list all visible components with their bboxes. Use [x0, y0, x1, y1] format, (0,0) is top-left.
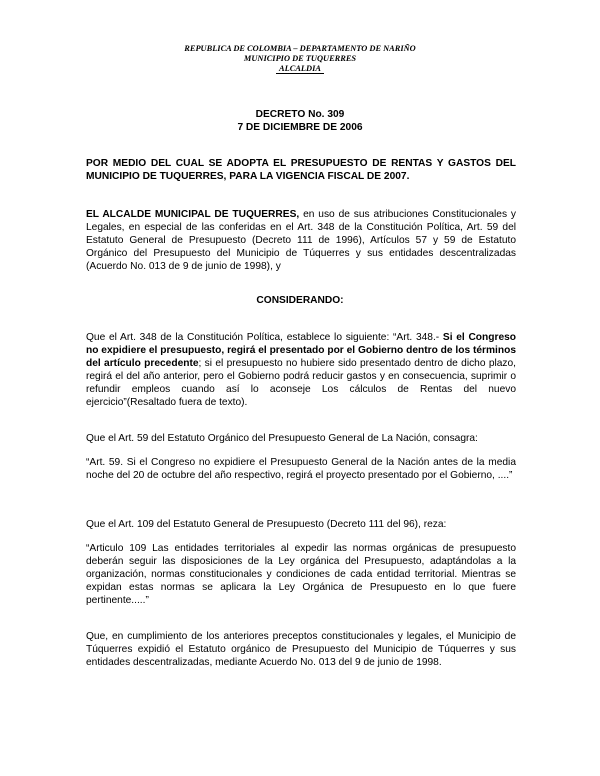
intro-text: en uso de sus atribuciones Constitucionales y Legales, en especial de las conferidas en el Art. 348 de la Constitución Política, Art. 59 del Estatuto General de Presupuesto (Decreto 111 de 1996), Artículos 57 y 59 de Estatuto Orgánico del Presupuesto del Municipio de Túquerres y sus entidades descentralizadas (Acuerdo No. 013 de 9 de junio de 1998), y: [86, 209, 517, 272]
paragraph-art-59: Que el Art. 59 del Estatuto Orgánico del Presupuesto General de La Nación, consagra:: [86, 433, 478, 444]
quote-art-109: “Articulo 109 Las entidades territoriales al expedir las normas orgánicas de presupuesto deberán seguir las disposiciones de la Ley orgánica del Presupuesto, adaptándolas a la organización, normas constitucionales y condiciones de cada entidad territorial. Mientras se expidan estas normas se aplicara la Ley Orgánica de Presupuesto en lo que fuere pertinente.....”: [86, 543, 516, 606]
intro-authority: EL ALCALDE MUNICIPAL DE TUQUERRES,: [86, 209, 300, 220]
decree-date: 7 DE DICIEMBRE DE 2006: [237, 122, 363, 133]
paragraph-art-348: [86, 331, 516, 409]
considerando-heading: CONSIDERANDO:: [256, 295, 344, 306]
header-office: ALCALDIA: [279, 64, 321, 73]
header-divider: [276, 73, 324, 74]
decree-number: DECRETO No. 309: [255, 109, 345, 120]
art-348-intro: Que el Art. 348 de la Constitución Política, establece lo siguiente: “Art. 348.-: [86, 332, 443, 343]
paragraph-statute: Que, en cumplimiento de los anteriores preceptos constitucionales y legales, el Municipio de Túquerres expidió el Estatuto orgánico de Presupuesto del Municipio de Túquerres y sus entidades descentralizadas, mediante Acuerdo No. 013 del 9 de junio de 1998.: [86, 631, 516, 668]
decree-subject: POR MEDIO DEL CUAL SE ADOPTA EL PRESUPUESTO DE RENTAS Y GASTOS DEL MUNICIPIO DE TUQUERRES, PARA LA VIGENCIA FISCAL DE 2007.: [86, 158, 516, 182]
quote-art-59: “Art. 59. Si el Congreso no expidiere el Presupuesto General de la Nación antes de la media noche del 20 de octubre del año respectivo, regirá el proyecto presentado por el Gobierno, ....”: [86, 457, 516, 481]
header-municipality: MUNICIPIO DE TUQUERRES: [243, 54, 357, 63]
art-348-rest: ; si el presupuesto no hubiere sido presentado dentro de dicho plazo, regirá el del año anterior, pero el Gobierno podrá reducir gastos y en consecuencia, suprimir o refundir empleos cuando así lo aconseje Los cálculos de Rentas del nuevo ejercicio”(Resaltado fuera de texto).: [86, 358, 517, 408]
header-republic: REPUBLICA DE COLOMBIA – DEPARTAMENTO DE NARIÑO: [184, 44, 416, 53]
paragraph-art-109: Que el Art. 109 del Estatuto General de Presupuesto (Decreto 111 del 96), reza:: [86, 519, 447, 530]
intro-paragraph: [86, 208, 516, 273]
art-348-highlight: Si el Congreso no expidiere el presupuesto, regirá el presentado por el Gobierno dentro de los términos del artículo precedente: [86, 332, 516, 369]
